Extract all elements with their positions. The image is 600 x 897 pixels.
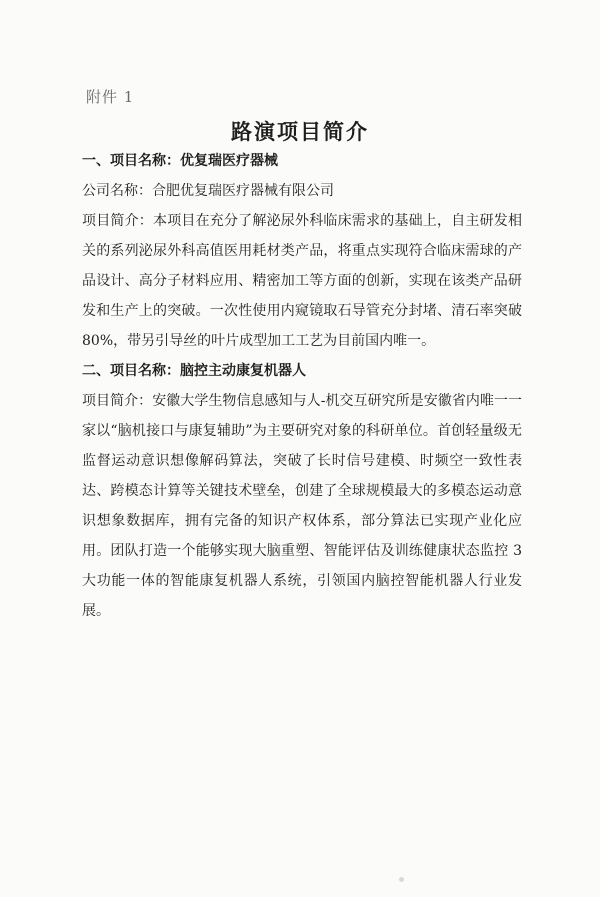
project2-heading: [82, 356, 522, 386]
document-title: 路演项目简介: [231, 119, 369, 144]
project1-heading-prefix: 一、项目名称：: [82, 153, 180, 169]
project2-intro-label: 项目简介：: [82, 393, 153, 409]
project2-heading-name: 脑控主动康复机器人: [180, 363, 306, 379]
project1-company-name: 合肥优复瑞医疗器械有限公司: [152, 183, 334, 199]
project1-company-label: 公司名称：: [82, 183, 152, 199]
project1-heading: [82, 146, 522, 176]
project2-heading-prefix: 二、项目名称：: [82, 363, 180, 379]
project1-company: [82, 176, 522, 206]
project2-intro-text: 安徽大学生物信息感知与人-机交互研究所是安徽省内唯一一家以“脑机接口与康复辅助”为主要研究对象的科研单位。首创轻量级无监督运动意识想像解码算法，突破了长时信号建模、时频空一致性表达、跨模态计算等关键技术壁垒，创建了全球规模最大的多模态运动意识想象数据库，拥有完备的知识产权体系，部分算法已实现产业化应用。团队打造一个能够实现大脑重塑、智能评估及训练健康状态监控 3 大功能一体的智能康复机器人系统，引领国内脑控智能机器人行业发展。: [82, 393, 523, 619]
project1-intro-label: 项目简介：: [82, 213, 153, 229]
project1-intro: [82, 206, 522, 356]
project2-intro: [82, 386, 522, 626]
scan-speck: [399, 877, 404, 882]
project1-intro-text: 本项目在充分了解泌尿外科临床需求的基础上，自主研发相关的系列泌尿外科高值医用耗材类产品，将重点实现符合临床需球的产品设计、高分子材料应用、精密加工等方面的创新，实现在该类产品研发和生产上的突破。一次性使用内窥镜取石导管充分封堵、清石率突破 80%，带另引导丝的叶片成型加工工艺为目前国内唯一。: [82, 213, 522, 349]
project1-heading-name: 优复瑞医疗器械: [180, 153, 278, 169]
document-body: [82, 146, 522, 626]
attachment-label: 附件 1: [86, 88, 135, 106]
